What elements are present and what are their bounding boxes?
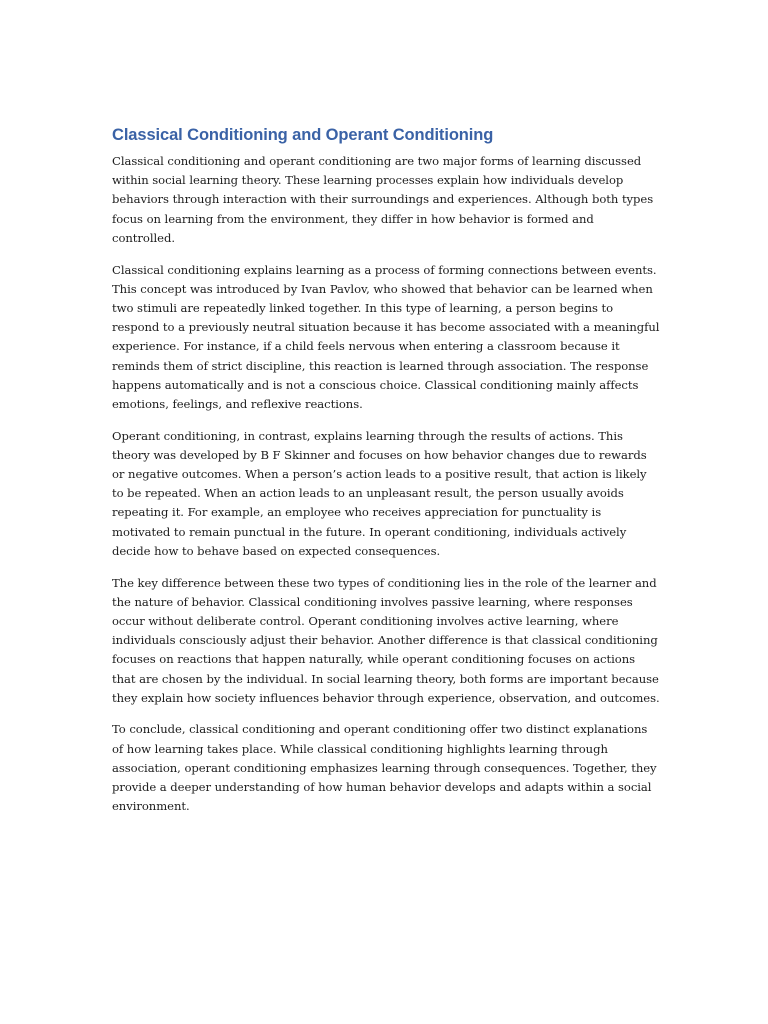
paragraph-classical: Classical conditioning explains learning as a process of forming connections between events. This concept was introduced by Ivan Pavlov, who showed that behavior can be learned when two stimuli are repeatedly linked together. In this type of learning, a person begins to respond to a previously neutral situation because it has become associated with a meaningful experience. For instance, if a child feels nervous when entering a classroom because it reminds them of strict discipline, this reaction is learned through association. The response happens automatically and is not a conscious choice. Classical conditioning mainly affects emotions, feelings, and reflexive reactions. <box>112 262 660 411</box>
paragraph-difference: The key difference between these two types of conditioning lies in the role of the learner and the nature of behavior. Classical conditioning involves passive learning, where responses occur without deliberate control. Operant conditioning involves active learning, where individuals consciously adjust their behavior. Another difference is that classical conditioning focuses on reactions that happen naturally, while operant conditioning focuses on actions that are chosen by the individual. In social learning theory, both forms are important because they explain how society influences behavior through experience, observation, and outcomes. <box>112 575 660 705</box>
paragraph-operant: Operant conditioning, in contrast, explains learning through the results of actions. This theory was developed by B F Skinner and focuses on how behavior changes due to rewards or negative outcomes. When a person’s action leads to a positive result, that action is likely to be repeated. When an action leads to an unpleasant result, the person usually avoids repeating it. For example, an employee who receives appreciation for punctuality is motivated to remain punctual in the future. In operant conditioning, individuals actively decide how to behave based on expected consequences. <box>112 428 647 558</box>
document-title: Classical Conditioning and Operant Conditioning <box>112 126 494 144</box>
document-page <box>112 124 660 829</box>
paragraph-intro: Classical conditioning and operant conditioning are two major forms of learning discussed within social learning theory. These learning processes explain how individuals develop behaviors through interaction with their surroundings and experiences. Although both types focus on learning from the environment, they differ in how behavior is formed and controlled. <box>112 154 654 245</box>
paragraph-conclusion: To conclude, classical conditioning and operant conditioning offer two distinct explanations of how learning takes place. While classical conditioning highlights learning through association, operant conditioning emphasizes learning through consequences. Together, they provide a deeper understanding of how human behavior develops and adapts within a social environment. <box>112 722 657 814</box>
